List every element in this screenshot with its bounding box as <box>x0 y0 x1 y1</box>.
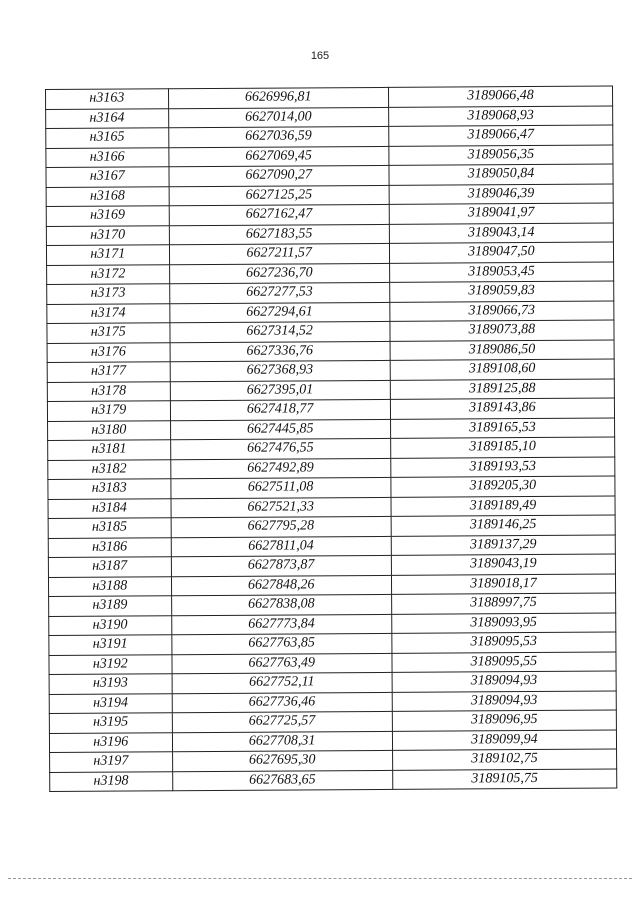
x-coordinate-cell: 6627873,87 <box>171 555 391 576</box>
point-id-cell: н3166 <box>46 147 169 167</box>
y-coordinate-cell: 3189189,49 <box>391 496 615 517</box>
point-id-cell: н3174 <box>47 303 170 323</box>
x-coordinate-cell: 6627236,70 <box>169 263 389 284</box>
y-coordinate-cell: 3189095,53 <box>392 632 616 653</box>
y-coordinate-cell: 3189096,95 <box>392 710 616 731</box>
point-id-cell: н3170 <box>46 225 169 245</box>
y-coordinate-cell: 3189193,53 <box>391 457 615 478</box>
point-id-cell: н3168 <box>46 186 169 206</box>
x-coordinate-cell: 6626996,81 <box>168 87 388 108</box>
x-coordinate-cell: 6627418,77 <box>170 399 390 420</box>
y-coordinate-cell: 3189093,95 <box>391 613 615 634</box>
x-coordinate-cell: 6627125,25 <box>169 185 389 206</box>
point-id-cell: н3190 <box>49 615 172 635</box>
y-coordinate-cell: 3189059,83 <box>389 281 613 302</box>
y-coordinate-cell: 3189165,53 <box>390 418 614 439</box>
x-coordinate-cell: 6627211,57 <box>169 243 389 264</box>
y-coordinate-cell: 3189066,48 <box>388 86 612 107</box>
point-id-cell: н3198 <box>50 771 173 791</box>
point-id-cell: н3185 <box>48 518 171 538</box>
y-coordinate-cell: 3189094,93 <box>392 691 616 712</box>
y-coordinate-cell: 3189066,73 <box>390 301 614 322</box>
y-coordinate-cell: 3189056,35 <box>389 145 613 166</box>
x-coordinate-cell: 6627708,31 <box>172 731 392 752</box>
x-coordinate-cell: 6627368,93 <box>170 360 390 381</box>
x-coordinate-cell: 6627811,04 <box>171 536 391 557</box>
point-id-cell: н3184 <box>48 498 171 518</box>
y-coordinate-cell: 3189102,75 <box>392 749 616 770</box>
point-id-cell: н3181 <box>48 440 171 460</box>
point-id-cell: н3169 <box>46 206 169 226</box>
y-coordinate-cell: 3189046,39 <box>389 184 613 205</box>
point-id-cell: н3193 <box>49 674 172 694</box>
y-coordinate-cell: 3189066,47 <box>389 125 613 146</box>
x-coordinate-cell: 6627294,61 <box>169 302 389 323</box>
coordinates-table-body <box>46 86 617 791</box>
point-id-cell: н3191 <box>49 635 172 655</box>
y-coordinate-cell: 3189018,17 <box>391 574 615 595</box>
x-coordinate-cell: 6627763,49 <box>172 653 392 674</box>
x-coordinate-cell: 6627069,45 <box>168 146 388 167</box>
point-id-cell: н3189 <box>49 596 172 616</box>
x-coordinate-cell: 6627736,46 <box>172 692 392 713</box>
point-id-cell: н3171 <box>46 245 169 265</box>
point-id-cell: н3173 <box>47 284 170 304</box>
y-coordinate-cell: 3189043,14 <box>389 223 613 244</box>
y-coordinate-cell: 3189041,97 <box>389 203 613 224</box>
y-coordinate-cell: 3188997,75 <box>391 593 615 614</box>
point-id-cell: н3163 <box>46 89 169 109</box>
point-id-cell: н3183 <box>48 479 171 499</box>
y-coordinate-cell: 3189099,94 <box>392 730 616 751</box>
y-coordinate-cell: 3189047,50 <box>389 242 613 263</box>
x-coordinate-cell: 6627695,30 <box>172 750 392 771</box>
x-coordinate-cell: 6627763,85 <box>171 633 391 654</box>
point-id-cell: н3188 <box>48 576 171 596</box>
x-coordinate-cell: 6627838,08 <box>171 594 391 615</box>
point-id-cell: н3192 <box>49 654 172 674</box>
y-coordinate-cell: 3189137,29 <box>391 535 615 556</box>
point-id-cell: н3175 <box>47 323 170 343</box>
point-id-cell: н3172 <box>47 264 170 284</box>
point-id-cell: н3177 <box>47 362 170 382</box>
x-coordinate-cell: 6627014,00 <box>168 107 388 128</box>
point-id-cell: н3196 <box>49 732 172 752</box>
coordinates-table <box>45 86 617 792</box>
footer-divider <box>8 878 632 879</box>
y-coordinate-cell: 3189094,93 <box>392 671 616 692</box>
point-id-cell: н3180 <box>48 420 171 440</box>
x-coordinate-cell: 6627725,57 <box>172 711 392 732</box>
x-coordinate-cell: 6627683,65 <box>172 770 392 791</box>
x-coordinate-cell: 6627183,55 <box>169 224 389 245</box>
x-coordinate-cell: 6627277,53 <box>169 282 389 303</box>
point-id-cell: н3178 <box>47 381 170 401</box>
y-coordinate-cell: 3189095,55 <box>392 652 616 673</box>
y-coordinate-cell: 3189086,50 <box>390 340 614 361</box>
y-coordinate-cell: 3189050,84 <box>389 164 613 185</box>
y-coordinate-cell: 3189073,88 <box>390 320 614 341</box>
point-id-cell: н3186 <box>48 537 171 557</box>
point-id-cell: н3195 <box>49 713 172 733</box>
y-coordinate-cell: 3189146,25 <box>391 515 615 536</box>
x-coordinate-cell: 6627476,55 <box>170 438 390 459</box>
x-coordinate-cell: 6627511,08 <box>170 477 390 498</box>
x-coordinate-cell: 6627036,59 <box>168 126 388 147</box>
y-coordinate-cell: 3189105,75 <box>392 769 616 790</box>
x-coordinate-cell: 6627090,27 <box>169 165 389 186</box>
y-coordinate-cell: 3189053,45 <box>389 262 613 283</box>
point-id-cell: н3165 <box>46 128 169 148</box>
x-coordinate-cell: 6627848,26 <box>171 575 391 596</box>
x-coordinate-cell: 6627795,28 <box>171 516 391 537</box>
point-id-cell: н3164 <box>46 108 169 128</box>
x-coordinate-cell: 6627752,11 <box>172 672 392 693</box>
x-coordinate-cell: 6627162,47 <box>169 204 389 225</box>
y-coordinate-cell: 3189143,86 <box>390 398 614 419</box>
point-id-cell: н3187 <box>48 557 171 577</box>
y-coordinate-cell: 3189125,88 <box>390 379 614 400</box>
point-id-cell: н3182 <box>48 459 171 479</box>
y-coordinate-cell: 3189205,30 <box>391 476 615 497</box>
point-id-cell: н3179 <box>47 401 170 421</box>
point-id-cell: н3167 <box>46 167 169 187</box>
y-coordinate-cell: 3189108,60 <box>390 359 614 380</box>
y-coordinate-cell: 3189068,93 <box>388 106 612 127</box>
x-coordinate-cell: 6627445,85 <box>170 419 390 440</box>
y-coordinate-cell: 3189185,10 <box>390 437 614 458</box>
point-id-cell: н3197 <box>50 752 173 772</box>
point-id-cell: н3176 <box>47 342 170 362</box>
table-row <box>50 769 617 792</box>
x-coordinate-cell: 6627773,84 <box>171 614 391 635</box>
x-coordinate-cell: 6627395,01 <box>170 380 390 401</box>
x-coordinate-cell: 6627336,76 <box>170 341 390 362</box>
point-id-cell: н3194 <box>49 693 172 713</box>
x-coordinate-cell: 6627314,52 <box>169 321 389 342</box>
x-coordinate-cell: 6627492,89 <box>170 458 390 479</box>
y-coordinate-cell: 3189043,19 <box>391 554 615 575</box>
x-coordinate-cell: 6627521,33 <box>171 497 391 518</box>
page-number: 165 <box>310 50 330 62</box>
